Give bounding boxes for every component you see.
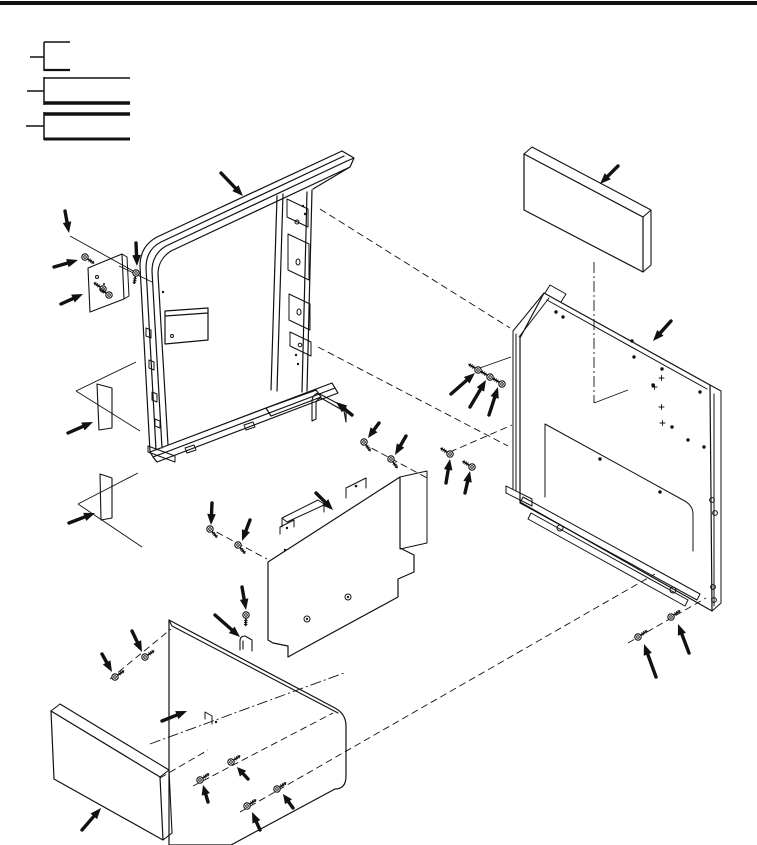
top-rule [0, 1, 757, 5]
cover-hole [215, 721, 217, 723]
